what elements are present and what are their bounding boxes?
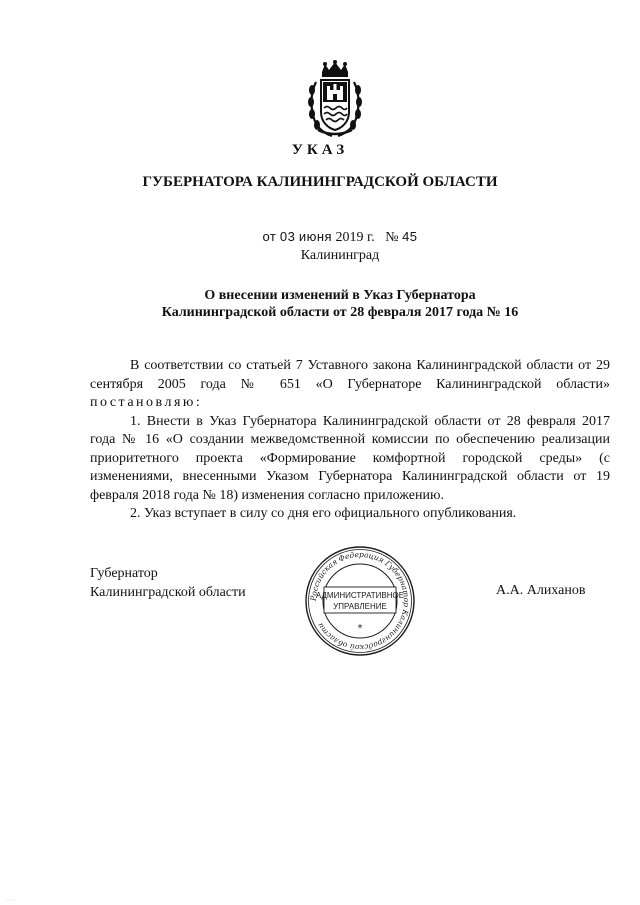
date-month: июня (298, 229, 333, 244)
paragraph-item-2: 2. Указ вступает в силу со дня его официального опубликования. (130, 506, 517, 521)
date-day: 03 (279, 229, 296, 244)
subject-line-1: О внесении изменений в Указ Губернатора (204, 288, 476, 303)
decree-issuer: ГУБЕРНАТОРА КАЛИНИНГРАДСКОЙ ОБЛАСТИ (142, 174, 498, 190)
decree-date-number (0, 229, 640, 246)
date-prefix: от (262, 229, 277, 244)
decree-city: Калининград (300, 248, 380, 263)
signatory-title (90, 564, 246, 602)
decree-number: 45 (402, 229, 418, 244)
preamble-resolve: постановляю: (90, 395, 203, 410)
seal-center-line-1: АДМИНИСТРАТИВНОЕ (315, 591, 405, 600)
coat-of-arms-emblem (304, 60, 366, 138)
seal-center-line-2: УПРАВЛЕНИЕ (333, 602, 387, 611)
signatory-title-line-1: Губернатор (90, 566, 158, 581)
signatory-name: А.А. Алиханов (496, 583, 586, 598)
official-seal (304, 545, 416, 657)
signatory-title-line-2: Калининградской области (90, 585, 246, 600)
decree-body (90, 357, 610, 524)
paragraph-item-1: 1. Внести в Указ Губернатора Калининградской области от 28 февраля 2017 года № 16 «О создании межведомственной комиссии по обеспечению реализации приоритетного проекта «Формирование комфортной городской среды» (с изменениями, внесенными Указом Губернатора Калининградской области от 19 февраля 2018 года № 18) изменения согласно приложению. (90, 413, 610, 503)
date-year: 2019 г. (335, 230, 375, 245)
decree-subject (80, 287, 600, 321)
seal-star: * (357, 623, 363, 634)
subject-line-2: Калининградской области от 28 февраля 2017 года № 16 (161, 305, 519, 320)
preamble-text: В соответствии со статьей 7 Уставного закона Калининградской области от 29 сентября 2005 года № 651 «О Губернаторе Калининградской области» (90, 358, 610, 392)
decree-title: УКАЗ (291, 142, 349, 158)
footer-dots: · · · (6, 897, 16, 904)
paragraph-preamble (90, 357, 610, 413)
number-sign: № (385, 230, 399, 245)
seal-ring-text: Российская Федерация Губернатор Калининградской области (308, 549, 412, 653)
